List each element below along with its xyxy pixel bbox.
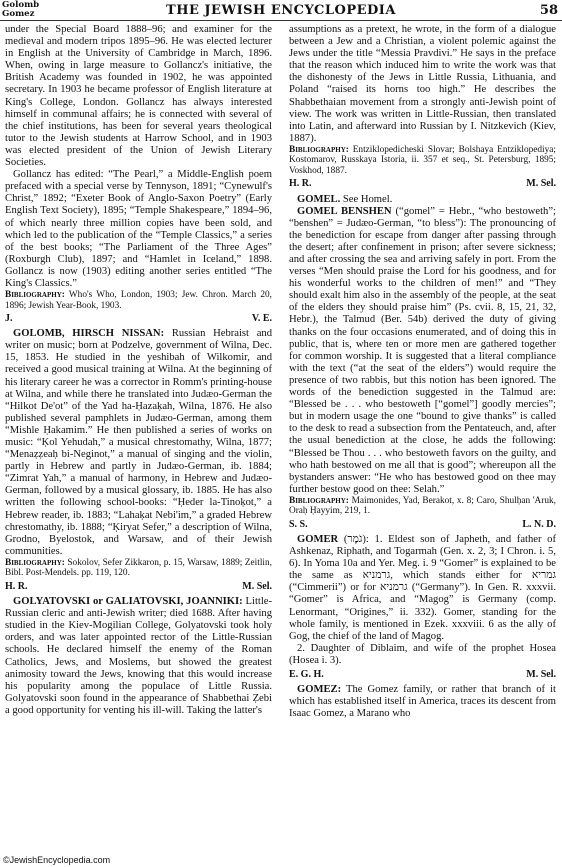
entry-title: GOMEZ: [297, 684, 342, 696]
gollancz-paragraph-1: under the Special Board 1888–96; and examiner for the medieval and modern tripos 1895–96. He was elected lecturer in English at the University of Cambridge in March, 1896. When, owing in large measure to Gollancz's initiative, the British Academy was founded in 1902, he was appointed secretary. In 1903 he became professor of English literature at King's College, London. Gollancz has always interested himself in communal affairs; he is connected with several of the chief institutions, has been for several years theological tutor to the Jewish students at Harrow School, and in 1903 was elected president of the Union of Jewish Literary Societies. [5, 24, 272, 169]
page-header [0, 0, 562, 21]
gollancz-paragraph-2: Gollancz has edited: “The Pearl,” a Middle-English poem prefaced with a special verse by Tennyson, 1891; “Cynewulf's Christ,” 1892; “Exeter Book of Anglo-Saxon Poetry” (Early English Text Society), 1895; “Temple Shakespeare,” 1894–96, of which nearly three million copies have been sold, and which led to the publication of the “Temple Classics,” a series of the best books; “The Parliament of the Three Ages” (Roxburgh Club), 1897; and “Hamlet in Iceland,” 1898. Gollancz is now (1903) editing another series entitled “The King's Classics.” [5, 169, 272, 289]
entry-gomer [289, 534, 556, 643]
bibliography [5, 558, 272, 579]
signature-line [5, 581, 272, 593]
signature-line [289, 669, 556, 681]
bibliography-text: Entziklopedicheski Slovar; Bolshaya Entziklopediya; Kostomarov, Russkaya Istoria, ii. 357 et seq., St. Petersburg, 1895; Voskhod, 1887. [289, 144, 556, 176]
signature-line [289, 178, 556, 190]
entry-text: See Homel. [340, 193, 393, 205]
entry-title: GOLOMB, HIRSCH NISSAN: [13, 328, 165, 340]
entry-text: The Gomez family, or rather that branch of it which has established itself in America, traces its descent from Isaac Gomez, a Marano who [289, 684, 556, 720]
signature-line [5, 313, 272, 325]
right-column [289, 24, 556, 720]
entry-gomel [289, 194, 556, 206]
signature-right: M. Sel. [526, 178, 556, 190]
bibliography [289, 496, 556, 517]
entry-text: Little-Russian cleric and anti-Jewish writer; died 1688. After having studied in the Kiev-Mogilian College, Golyatovski took holy orders, and was later appointed rector of the Little-Russian schools. He declared himself the enemy of the Roman Catholics, Jews, and Moslems, but showed the greatest animosity toward the Jews, knowing that this would increase his popularity among the populace of Little Russia. Golyatovski soon found in the appearance of Shabbethai Ẓebi a good opportunity for venting his ill-will. Taking the latter's [5, 596, 272, 716]
bibliography-text: Who's Who, London, 1903; Jew. Chron. March 20, 1896; Jewish Year-Book, 1903. [5, 290, 272, 311]
page-number: 58 [539, 3, 558, 18]
left-column [5, 24, 272, 717]
entry-gomer-sense-2: 2. Daughter of Diblaim, and wife of the prophet Hosea (Hosea i. 3). [289, 642, 556, 666]
bibliography-text: Maimonides, Yad, Berakot, x. 8; Caro, Shulḥan 'Aruk, Oraḥ Ḥayyim, 219, 1. [289, 495, 556, 517]
entry-text: (“gomel” = Hebr., “who bestoweth”; “benshen” = Judæo-German, “to bless”): The pronouncing of the benediction for escape from danger after passing through the desert; after confinement in prison; after severe sickness; and after crossing the sea and arriving safely in port. From the verses “Men should praise the Lord for his goodness, and for his wonderful works to the children of men!” and “They should exalt him also in the assembly of the people, at the seat of the elders they should praise him” (Ps. cvii. 8, 15, 21, 32, Hebr.), the Talmud (Ber. 54b) derived the duty of giving thanks on the four occasions enumerated, and of doing this in public, that is, where ten or more men are gathered together for common worship. It is suggested that a literal compliance with the text (“at the seat of the elders”) would require the presence of two rabbis, but this notion has been ignored. The words of the benediction suggested in the Talmud are: “Blessed be . . . who bestoweth [“gomel”] goodly mercies”; but in modern usage the one “bound to give thanks” is called to the desk to read a subsection from the Pentateuch, and, after the usual benediction at the close, he adds the following: “Blessed be Thou . . . who bestoweth favors on the guilty, and who hath bestowed on me all that is good”; whereupon all the bystanders answer: “He who has bestowed good on thee may further bestow good on thee: Selah.” [289, 205, 556, 495]
signature-left: E. G. H. [289, 669, 324, 680]
signature-line [289, 519, 556, 531]
bibliography-label: Bibliography: [289, 495, 349, 506]
entry-text: Russian Hebraist and writer on music; born at Podzelve, government of Wilna, Dec. 15, 1853. He studied in the yeshibah of Wilkomir, and received a good musical training at Wilna. At the beginning of his literary career he was a corrector in Romm's printing-house at Wilna, and while there he translated into Judæo-German the “Hilkot De'ot” of the Yad ha-Ḥazaḳah, Wilna, 1876. He also published several pamphlets in Judæo-German, among them “Mishle Ḥakamim.” He then published a series of works on music: “Ḳol Yehudah,” a musical chrestomathy, Wilna, 1877; “Menaẓẓeaḥ bi-Neginot,” a manual of singing and the violin, partly in Hebrew and partly in Judæo-German, ib. 1884; “Zimrat Yah,” a manual of harmony, in Hebrew and Judæo-German, followed by a musical glossary, ib. 1885. He has also written the following school-books: “Ḥeder la-Tinoḳot,” a Hebrew reader, ib. 1883; “Lahaḳat Nebi'im,” a graded Hebrew chrestomathy, ib. 1888; “Ḳiryat Sefer,” a description of Wilna, Grodno, Byelostok, and Warsaw, and of their Jewish communities. [5, 328, 272, 557]
entry-gomel-benshen [289, 206, 556, 496]
bibliography-text: Sokolov, Sefer Zikkaron, p. 15, Warsaw, 1889; Zeitlin, Bibl. Post-Mendels. pp. 119, 120. [5, 557, 272, 579]
entry-gomez [289, 684, 556, 720]
signature-left: J. [5, 313, 13, 325]
bibliography-label: Bibliography: [5, 557, 65, 568]
bibliography [5, 290, 272, 311]
entry-golomb [5, 328, 272, 558]
signature-left: H. R. [289, 178, 312, 190]
entry-golyatovski [5, 596, 272, 717]
entry-text: (גֹמֶר): 1. Eldest son of Japheth, and father of Ashkenaz, Riphath, and Togarmah (Gen. x. 2, 3; I Chron. i. 5, 6). In Yoma 10a and Yer. Meg. i. 9 “Gomer” is explained to be the same as גרמניא, which stands either for גמריא (“Cimmerii”) or for גרמניא (“Germany”). In Gen. R. xxxvii. “Gomer” is Africa, and “Magog” is Germany (comp. Lenormant, “Origines,” ii. 332). Gomer, standing for the whole family, is mentioned in Ezek. xxxviii. 6 as the ally of Gog, the chief of the land of Magog. [289, 533, 556, 642]
entry-title: GOLYATOVSKI or GALIATOVSKI, JOANNIKI: [13, 596, 243, 608]
bibliography-label: Bibliography: [289, 144, 349, 155]
signature-right: V. E. [251, 313, 272, 325]
entry-title: GOMEL. [297, 193, 341, 205]
signature-right: M. Sel. [526, 669, 556, 680]
signature-left: S. S. [289, 518, 308, 530]
signature-right: L. N. D. [522, 518, 556, 530]
running-head-last: Gomez [2, 9, 35, 19]
signature-right: M. Sel. [242, 580, 272, 592]
bibliography [289, 145, 556, 177]
book-title: THE JEWISH ENCYCLOPEDIA [166, 3, 396, 18]
signature-left: H. R. [5, 580, 28, 592]
golyatovski-continued: assumptions as a pretext, he wrote, in the form of a dialogue between a Jew and a Christian, a violent polemic against the Jews under the title “Messia Pravdivi.” He says in the preface that the reason which induced him to write the work was that the dishonesty of the Jews in Little Russia, Lithuania, and Poland “raised its horns too high.” He describes the Shabbethaian movement from a strongly anti-Jewish point of view. The work was written in Little-Russian, then translated into Latin, and afterward into Russian by I. Nitzkevich (Kiev, 1887). [289, 24, 556, 144]
running-head-first: Golomb [2, 0, 40, 10]
entry-title: GOMEL BENSHEN [297, 205, 392, 217]
watermark-link[interactable]: ©JewishEncyclopedia.com [3, 855, 111, 865]
bibliography-label: Bibliography: [5, 290, 65, 301]
entry-title: GOMER [297, 533, 339, 545]
